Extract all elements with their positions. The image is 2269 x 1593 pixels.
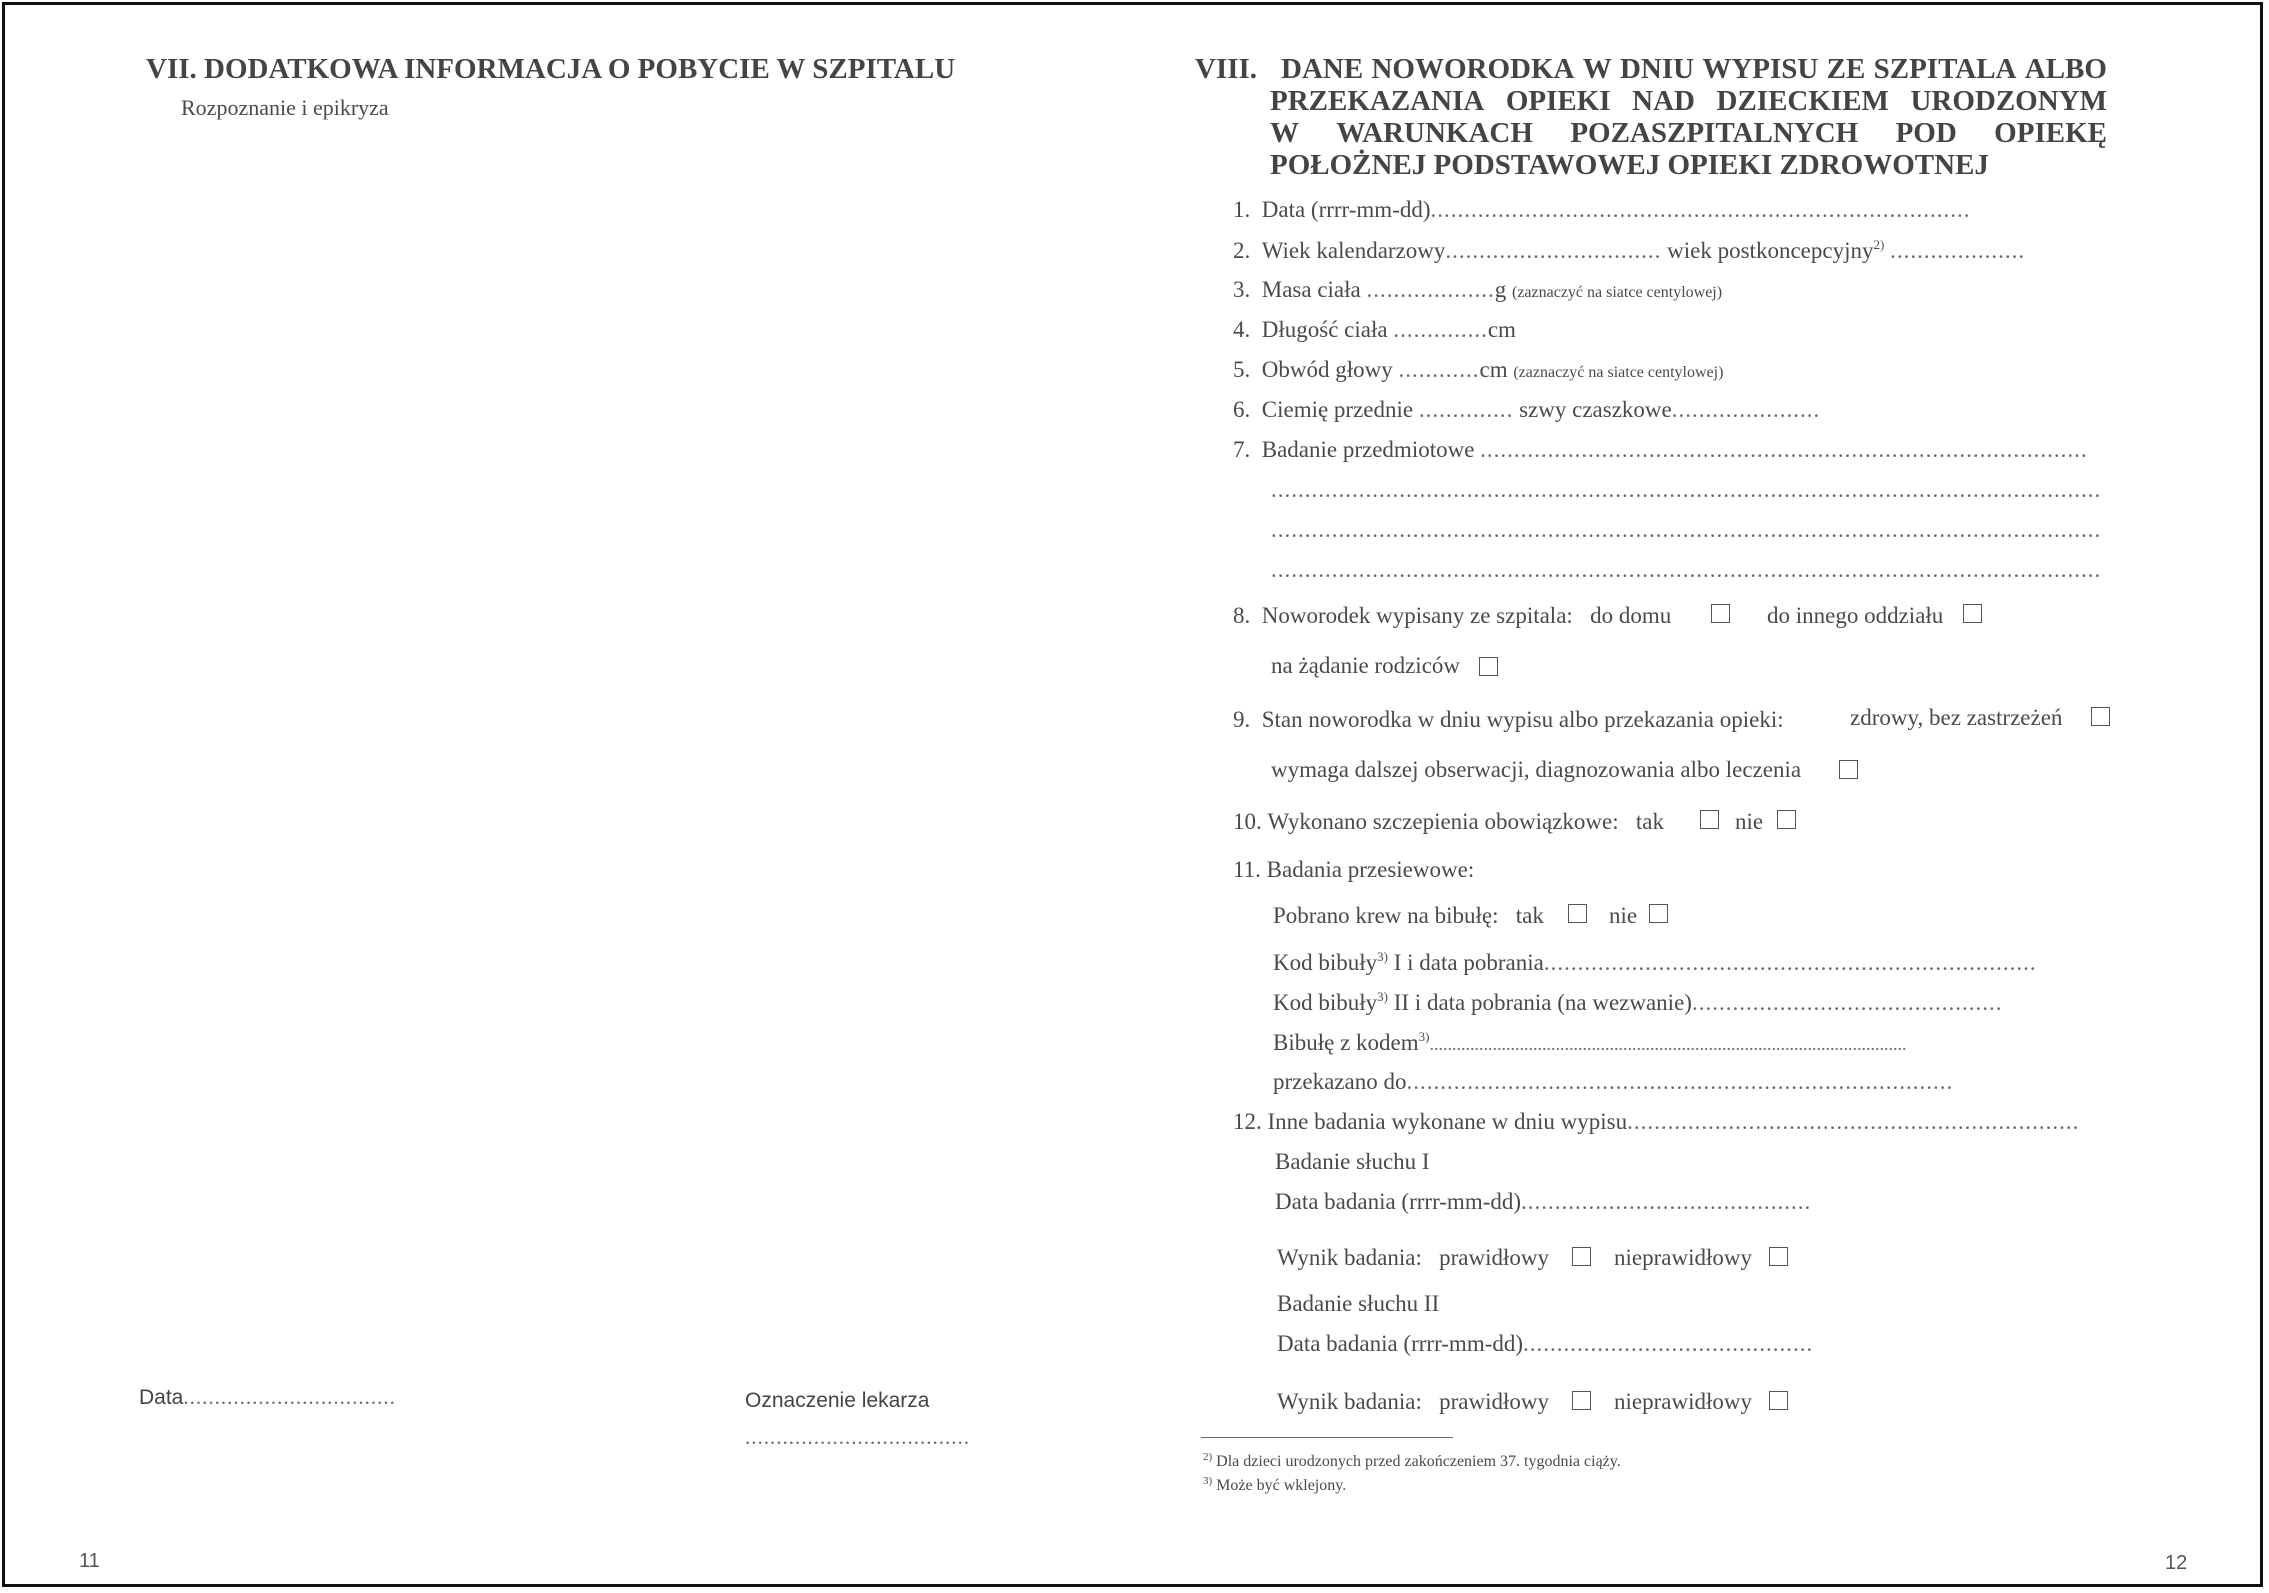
- item-5-dots[interactable]: ............: [1398, 357, 1480, 382]
- item-7: 7. Badanie przedmiotowe ..........................................................................................: [1233, 437, 2088, 462]
- section-viii-heading-line1: DANE NOWORODKA W DNIU WYPISU ZE SZPITALA ALBO: [1281, 53, 2107, 85]
- section-vii-heading: VII. DODATKOWA INFORMACJA O POBYCIE W SZPITALU: [146, 53, 956, 85]
- hearing-2-date-dots[interactable]: ...........................................: [1523, 1331, 1814, 1356]
- section-viii-number: VIII.: [1195, 53, 1258, 85]
- item-3: 3. Masa ciała ...................g (zaznaczyć na siatce centylowej): [1233, 277, 1723, 302]
- code2-dots[interactable]: ..............................................: [1691, 990, 2003, 1015]
- item-11-blood: Pobrano krew na bibułę: tak: [1273, 903, 1544, 928]
- doctor-signature-field[interactable]: ....................................: [745, 1425, 970, 1449]
- checkbox-na-zadanie-rodzicow[interactable]: [1479, 657, 1498, 676]
- item-11-card: Bibułę z kodem$^{3)}$..........................................................................................................: [1273, 1029, 1907, 1055]
- item-9-opt1-label: zdrowy, bez zastrzeżeń: [1850, 705, 2063, 730]
- item-9-opt2-label: wymaga dalszej obserwacji, diagnozowania albo leczenia: [1271, 757, 1802, 782]
- checkbox-sluch1-prawidlowy[interactable]: [1572, 1247, 1591, 1266]
- page-number-right: 12: [2165, 1552, 2188, 1574]
- item-6: 6. Ciemię przednie .............. szwy czaszkowe......................: [1233, 397, 1821, 422]
- item-7-line-4[interactable]: ...........................................................................................................................: [1271, 557, 2102, 582]
- item-7-line-3[interactable]: ...........................................................................................................................: [1271, 517, 2102, 542]
- card-dots[interactable]: ..........................................................................................................: [1429, 1034, 1907, 1054]
- hearing-2-result: Wynik badania: prawidłowy: [1277, 1389, 1549, 1414]
- date-field[interactable]: [139, 1385, 396, 1410]
- item-10-no-label: nie: [1735, 809, 1764, 834]
- item-8-opt3-label: na żądanie rodziców: [1271, 653, 1461, 678]
- checkbox-szczepienia-nie[interactable]: [1777, 810, 1796, 829]
- checkbox-do-domu[interactable]: [1711, 604, 1730, 623]
- item-8: 8. Noworodek wypisany ze szpitala: do domu: [1233, 603, 1672, 628]
- item-6-dots2[interactable]: ......................: [1671, 397, 1821, 422]
- footnote-2: $^{2)}$ Dla dzieci urodzonych przed zakończeniem 37. tygodnia ciąży.: [1203, 1451, 1621, 1470]
- item-4-dots[interactable]: ..............: [1393, 317, 1488, 342]
- checkbox-szczepienia-tak[interactable]: [1700, 810, 1719, 829]
- checkbox-zdrowy[interactable]: [2091, 707, 2110, 726]
- item-12-dots[interactable]: ...................................................................: [1627, 1109, 2080, 1134]
- item-11-handed: przekazano do.................................................................................: [1273, 1069, 1954, 1094]
- form-spread: [2, 2, 2263, 1587]
- item-1-dots[interactable]: ................................................................................: [1430, 197, 1971, 222]
- hearing-1-result: Wynik badania: prawidłowy: [1277, 1245, 1549, 1270]
- item-11-no-label: nie: [1609, 903, 1638, 928]
- item-12: 12. Inne badania wykonane w dniu wypisu...................................................................: [1233, 1109, 2080, 1134]
- section-viii-heading-line2: PRZEKAZANIA OPIEKI NAD DZIECKIEM URODZONYM: [1270, 85, 2107, 117]
- hearing-test-1: Badanie słuchu I: [1275, 1149, 1430, 1174]
- checkbox-bibula-tak[interactable]: [1568, 904, 1587, 923]
- item-11-code2: Kod bibuły$^{3)}$ II i data pobrania (na wezwanie)..............................................: [1273, 989, 2003, 1015]
- section-viii-heading-line3: W WARUNKACH POZASZPITALNYCH POD OPIEKĘ: [1270, 117, 2107, 149]
- item-8-opt2-label: do innego oddziału: [1767, 603, 1944, 628]
- footnote-3: $^{3)}$ Może być wklejony.: [1203, 1475, 1347, 1494]
- item-2: 2. Wiek kalendarzowy................................ wiek postkoncepcyjny$^{2)}$ ....................: [1233, 237, 2026, 263]
- page-number-left: 11: [79, 1550, 100, 1572]
- date-dots: ..................................: [183, 1385, 396, 1409]
- item-1: 1. Data (rrrr-mm-dd)................................................................................: [1233, 197, 1971, 222]
- handed-dots[interactable]: .................................................................................: [1406, 1069, 1954, 1094]
- section-vii-subheading: Rozpoznanie i epikryza: [181, 95, 389, 120]
- item-11: 11. Badania przesiewowe:: [1233, 857, 1475, 882]
- item-2-dots2[interactable]: ....................: [1890, 238, 2026, 263]
- checkbox-sluch1-nieprawidlowy[interactable]: [1769, 1247, 1788, 1266]
- hearing-1-date-dots[interactable]: ...........................................: [1521, 1189, 1812, 1214]
- code1-dots[interactable]: .........................................................................: [1543, 950, 2037, 975]
- item-4: 4. Długość ciała ..............cm: [1233, 317, 1516, 342]
- item-10: 10. Wykonano szczepienia obowiązkowe: tak: [1233, 809, 1665, 834]
- item-7-dots[interactable]: ..........................................................................................: [1480, 437, 2088, 462]
- checkbox-sluch2-prawidlowy[interactable]: [1572, 1391, 1591, 1410]
- doctor-label: Oznaczenie lekarza: [745, 1389, 930, 1412]
- item-3-dots[interactable]: ...................: [1366, 277, 1495, 302]
- checkbox-sluch2-nieprawidlowy[interactable]: [1769, 1391, 1788, 1410]
- item-2-dots[interactable]: ................................: [1445, 238, 1662, 263]
- section-viii-heading-line4: POŁOŻNEJ PODSTAWOWEJ OPIEKI ZDROWOTNEJ: [1270, 149, 1989, 181]
- hearing-1-date: Data badania (rrrr-mm-dd)...........................................: [1275, 1189, 1812, 1214]
- checkbox-wymaga-obserwacji[interactable]: [1839, 760, 1858, 779]
- date-label: Data: [139, 1386, 184, 1409]
- footnote-rule: [1201, 1437, 1453, 1438]
- hearing-2-bad-label: nieprawidłowy: [1614, 1389, 1752, 1414]
- item-5: 5. Obwód głowy ............cm (zaznaczyć na siatce centylowej): [1233, 357, 1724, 382]
- checkbox-do-innego-oddzialu[interactable]: [1963, 604, 1982, 623]
- hearing-2-date: Data badania (rrrr-mm-dd)...........................................: [1277, 1331, 1814, 1356]
- hearing-1-bad-label: nieprawidłowy: [1614, 1245, 1752, 1270]
- hearing-test-2: Badanie słuchu II: [1277, 1291, 1440, 1316]
- checkbox-bibula-nie[interactable]: [1649, 904, 1668, 923]
- item-6-dots[interactable]: ..............: [1418, 397, 1514, 422]
- item-11-code1: Kod bibuły$^{3)}$ I i data pobrania.........................................................................: [1273, 949, 2037, 975]
- item-7-line-2[interactable]: ...........................................................................................................................: [1271, 477, 2102, 502]
- item-9: 9. Stan noworodka w dniu wypisu albo przekazania opieki:: [1233, 707, 1784, 732]
